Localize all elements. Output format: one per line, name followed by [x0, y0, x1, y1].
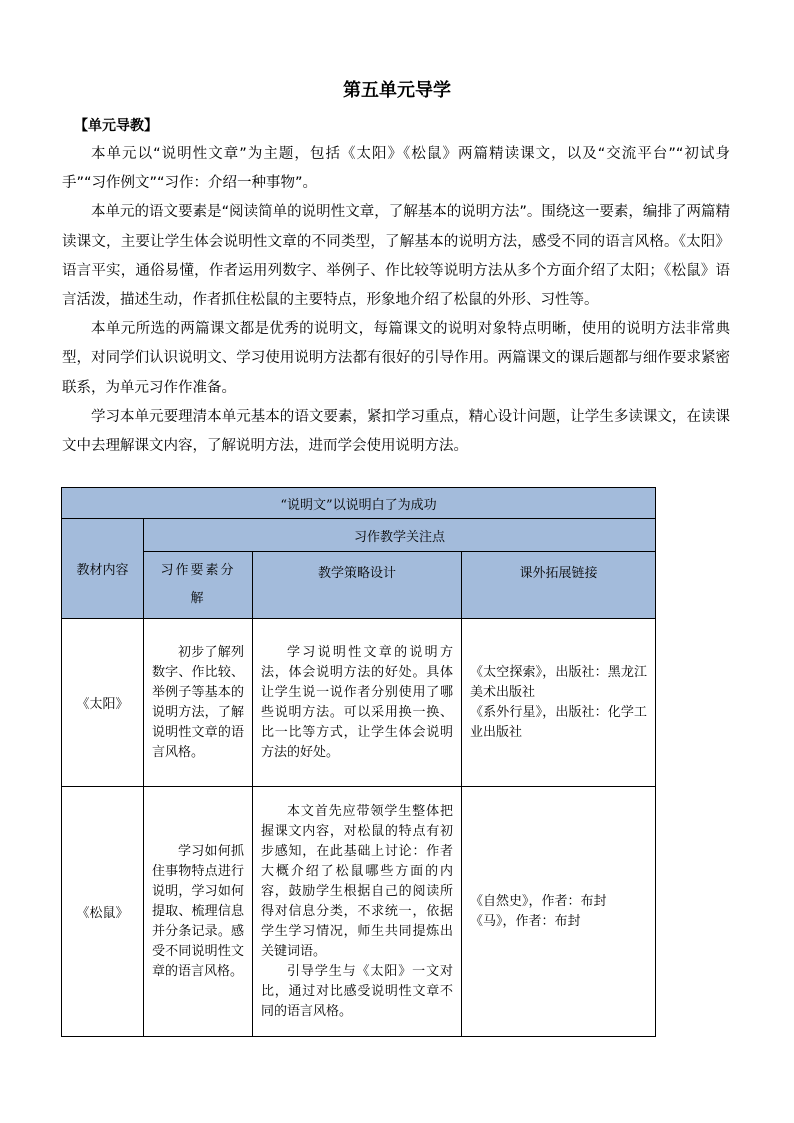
- page-title: 第五单元导学: [343, 80, 451, 101]
- lesson-cell-sun: 《太阳》: [62, 619, 144, 787]
- header-elements-label: 习作要素分解: [160, 563, 236, 606]
- elements-text: 学习如何抓住事物特点进行说明，学习如何提取、梳理信息并分条记录。感受不同说明性文章的语言风格。: [152, 843, 244, 979]
- link-item: 《太空探索》，出版社：黑龙江美术出版社: [470, 664, 648, 700]
- strategy-cell-squirrel: [253, 787, 462, 1037]
- link-item: 《系外行星》，出版社：化学工业出版社: [470, 704, 648, 740]
- link-item: 《自然史》，作者：布封: [470, 893, 607, 909]
- strategy-text: 引导学生与《太阳》一文对比，通过对比感受说明性文章不同的语言风格。: [261, 963, 453, 1019]
- header-elements: [144, 552, 253, 619]
- unit-guide-table: [61, 487, 656, 1037]
- strategy-cell-sun: [253, 619, 462, 787]
- link-item: 《马》，作者：布封: [470, 913, 581, 929]
- links-cell-sun: [462, 619, 656, 787]
- intro-text: [62, 140, 730, 461]
- elements-cell-squirrel: [144, 787, 253, 1037]
- intro-paragraph: 本单元所选的两篇课文都是优秀的说明文，每篇课文的说明对象特点明晰，使用的说明方法非常典型，对同学们认识说明文、学习使用说明方法都有很好的引导作用。两篇课文的课后题都与细作要求紧密联系，为单元习作作准备。: [62, 321, 730, 396]
- section-heading: 【单元导教】: [74, 118, 158, 134]
- links-cell-squirrel: [462, 787, 656, 1037]
- header-focus: 习作教学关注点: [144, 519, 656, 552]
- table-caption: “说明文”以说明白了为成功: [62, 488, 656, 519]
- elements-text: 初步了解列数字、作比较、举例子等基本的说明方法，了解说明性文章的语言风格。: [152, 644, 244, 760]
- header-strategy: 教学策略设计: [253, 552, 462, 619]
- header-textbook: 教材内容: [62, 519, 144, 619]
- lesson-cell-squirrel: 《松鼠》: [62, 787, 144, 1037]
- strategy-text: 本文首先应带领学生整体把握课文内容，对松鼠的特点有初步感知，在此基础上讨论：作者大概介绍了松鼠哪些方面的内容，鼓励学生根据自己的阅读所得对信息分类，不求统一，依据学生学习情况，师生共同提炼出关键词语。: [261, 803, 453, 959]
- strategy-text: 学习说明性文章的说明方法，体会说明方法的好处。具体让学生说一说作者分别使用了哪些说明方法。可以采用换一换、比一比等方式，让学生体会说明方法的好处。: [261, 644, 453, 760]
- intro-paragraph: 学习本单元要理清本单元基本的语文要素，紧扣学习重点，精心设计问题，让学生多读课文，在读课文中去理解课文内容，了解说明方法，进而学会使用说明方法。: [62, 408, 730, 455]
- intro-paragraph: 本单元以“说明性文章”为主题，包括《太阳》《松鼠》两篇精读课文，以及“交流平台”“初试身手”“习作例文”“习作：介绍一种事物”。: [62, 146, 730, 192]
- header-links: 课外拓展链接: [462, 552, 656, 619]
- elements-cell-sun: [144, 619, 253, 787]
- intro-paragraph: 本单元的语文要素是“阅读简单的说明性文章，了解基本的说明方法”。围绕这一要素，编排了两篇精读课文，主要让学生体会说明性文章的不同类型，了解基本的说明方法，感受不同的语言风格。《太阳》语言平实，通俗易懂，作者运用列数字、举例子、作比较等说明方法从多个方面介绍了太阳；《松鼠》语言活泼，描述生动，作者抓住松鼠的主要特点，形象地介绍了松鼠的外形、习性等。: [62, 204, 730, 309]
